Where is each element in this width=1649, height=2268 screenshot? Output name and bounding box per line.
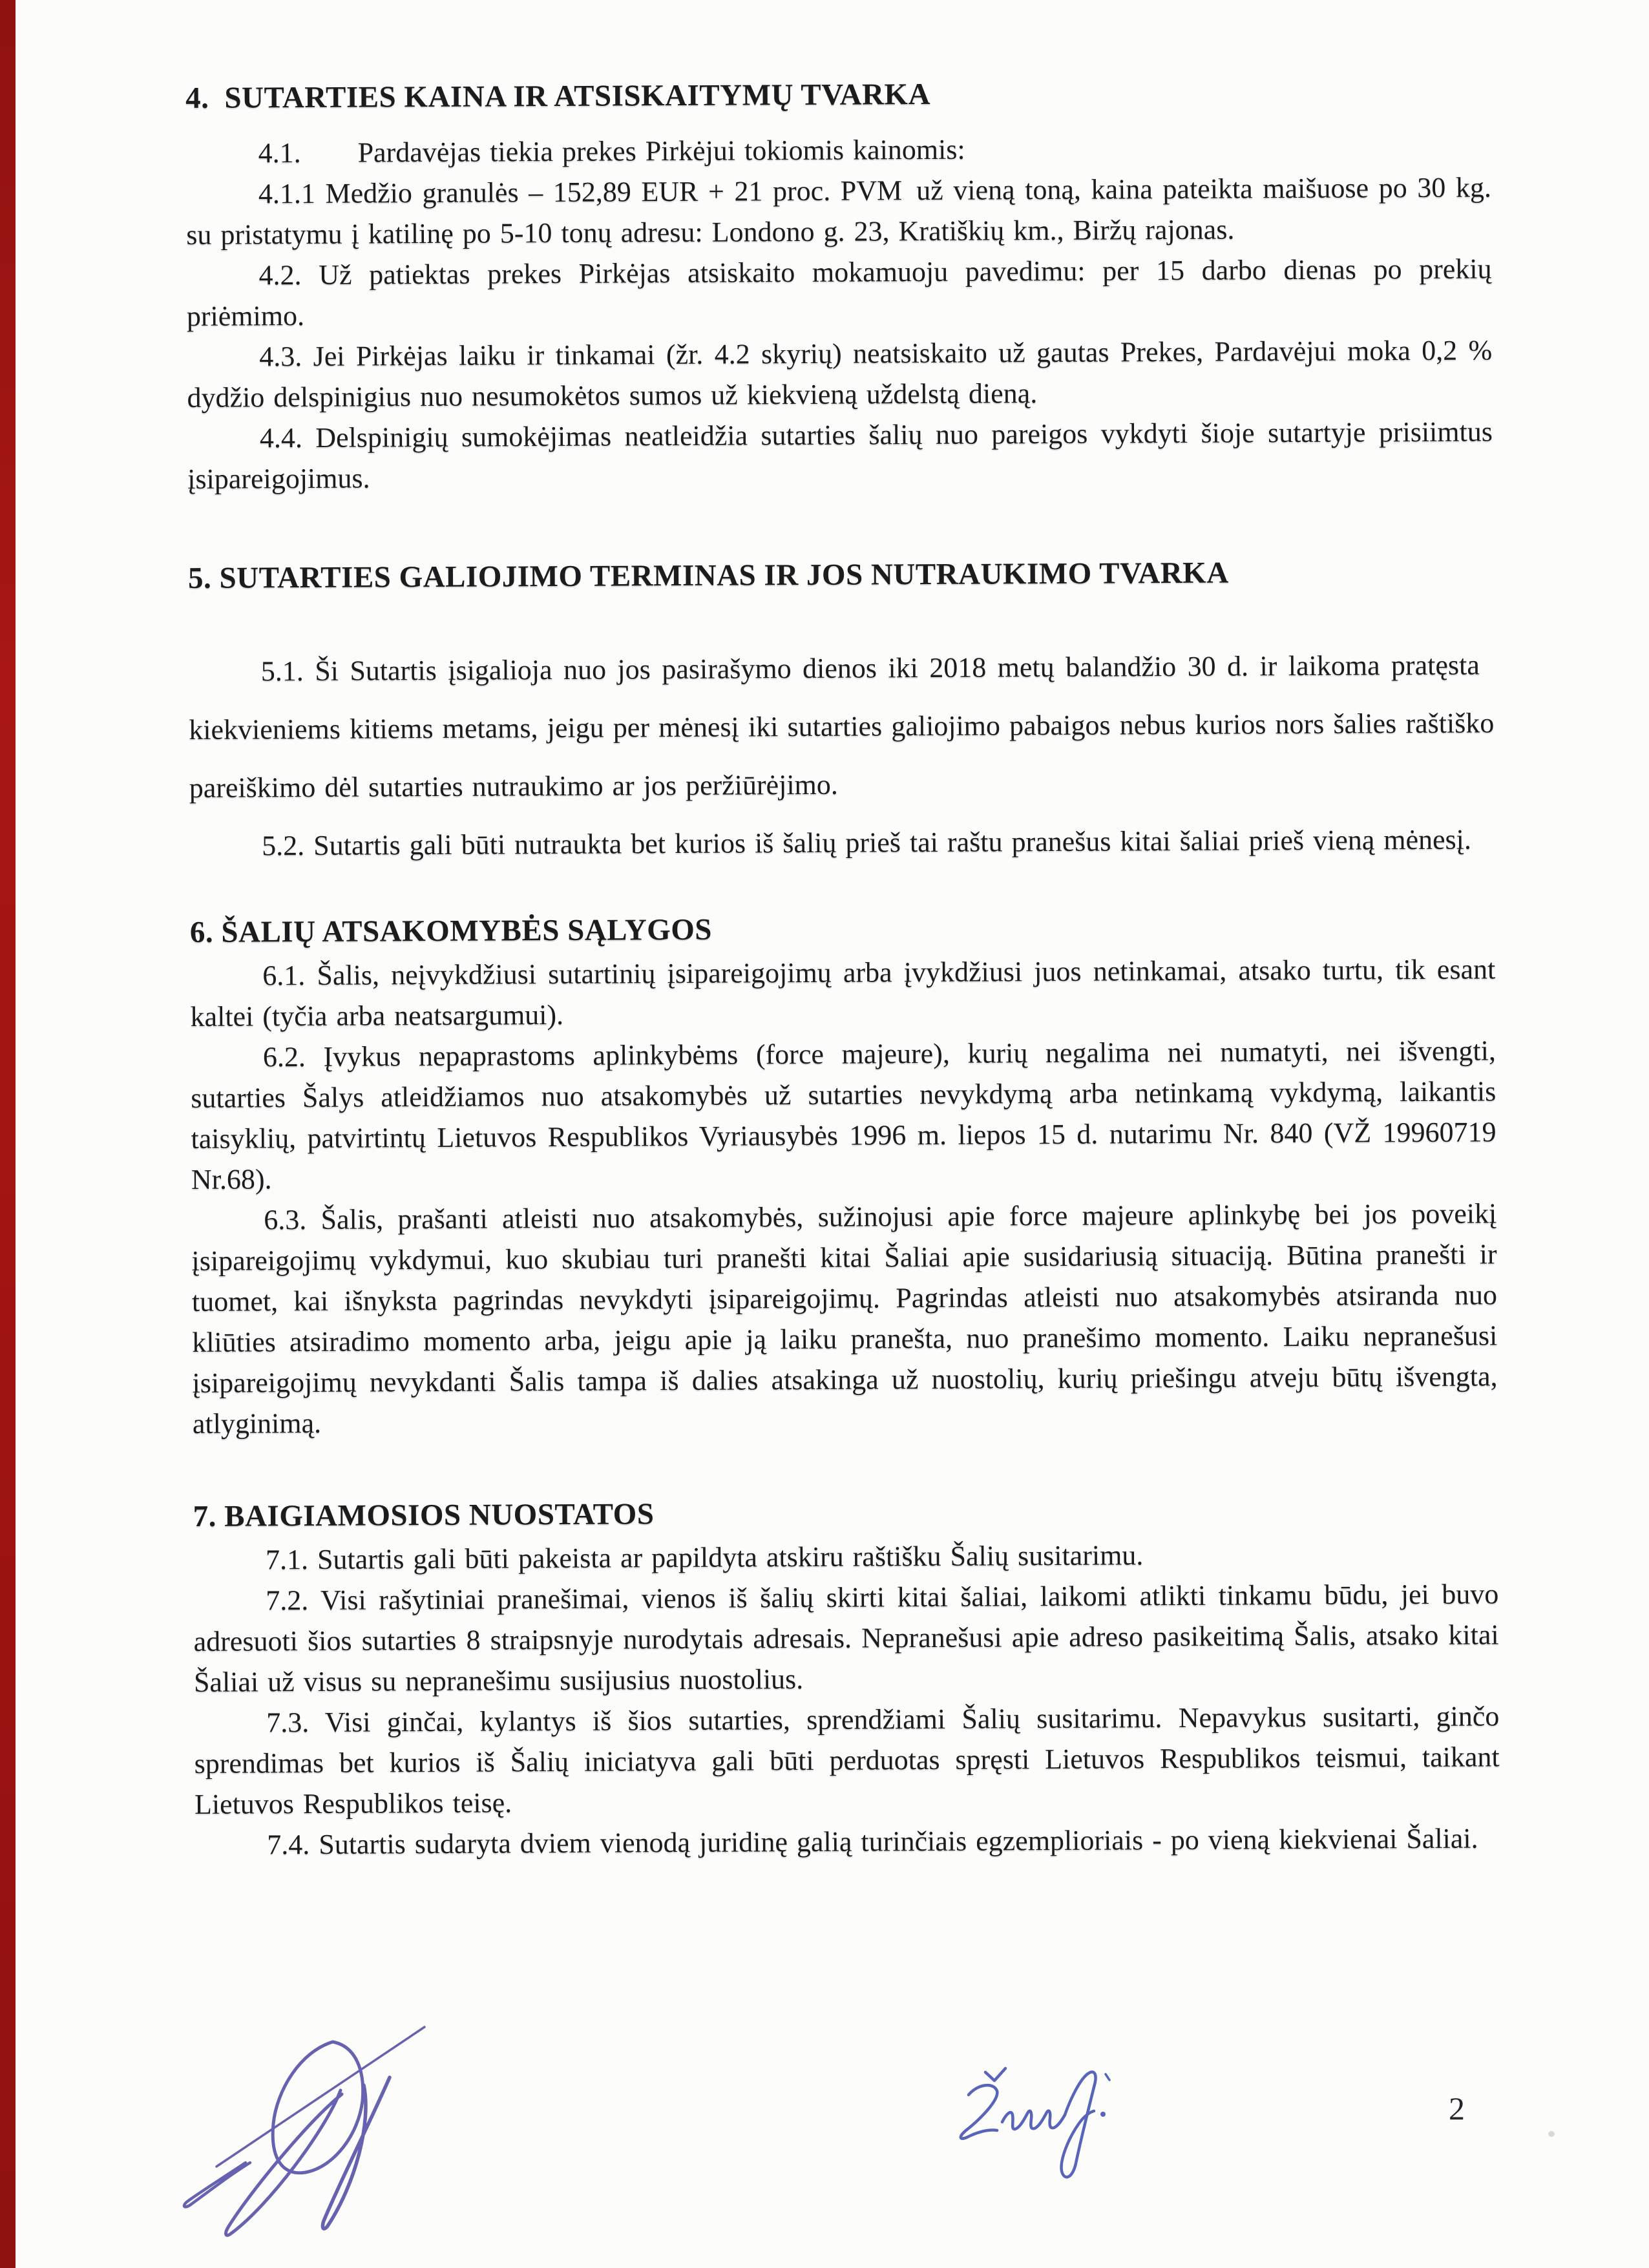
section-7-heading: 7. BAIGIAMOSIOS NUOSTATOS — [193, 1497, 655, 1533]
clause-4-1: 4.1. Pardavėjas tiekia prekes Pirkėjui tokiomis kainomis: — [258, 133, 965, 169]
section-6 — [189, 905, 1507, 1444]
scan-speck — [1548, 2131, 1555, 2137]
document-body — [185, 70, 1509, 1865]
section-5 — [187, 551, 1504, 876]
scan-edge-artifact — [0, 0, 16, 2268]
clause-5-2: 5.2. Sutartis gali būti nutraukta bet kurios iš šalių prieš tai raštu pranešus kitai šaliai prieš vieną mėnesį. — [262, 823, 1472, 862]
section-4-heading: 4. SUTARTIES KAINA IR ATSISKAITYMŲ TVARKA — [185, 77, 931, 115]
clause-7-1: 7.1. Sutartis gali būti pakeista ar papildyta atskiru raštišku Šalių susitarimu. — [265, 1539, 1144, 1576]
clause-5-1: 5.1. Ši Sutartis įsigalioja nuo jos pasirašymo dienos iki 2018 metų balandžio 30 d. ir laikoma pratęsta kiekvieniems kitiems metams, jeigu per mėnesį iki sutarties galiojimo pabaigos nebus kurios nors šalies raštiško pareiškimo dėl sutarties nutraukimo ar jos peržiūrėjimo. — [189, 649, 1504, 804]
clause-6-2: 6.2. Įvykus nepaprastoms aplinkybėms (force majeure), kurių negalima nei numatyti, nei išvengti, sutarties Šalys atleidžiamos nuo atsakomybės už sutarties nevykdymą arba netinkamą vykdymą, laikantis taisyklių, patvirtintų Lietuvos Respublikos Vyriausybės 1996 m. liepos 15 d. nutarimu Nr. 840 (VŽ 19960719 Nr.68). — [191, 1034, 1506, 1195]
clause-4-3: 4.3. Jei Pirkėjas laiku ir tinkamai (žr. 4.2 skyrių) neatsiskaito už gautas Prekes, Pardavėjui moka 0,2 % dydžio delspinigius nuo nesumokėtos sumos už kiekvieną uždelstą dieną. — [187, 334, 1502, 414]
handwritten-signature-left — [171, 2026, 443, 2249]
signature-left-strokes — [184, 2027, 425, 2235]
clause-7-3: 7.3. Visi ginčai, kylantys iš šios sutarties, sprendžiami Šalių susitarimu. Nepavykus susitarti, ginčo sprendimas bet kurios iš Šalių iniciatyva gali būti perduotas spręsti Lietuvos Respublikos teismui, taikant Lietuvos Respublikos teisę. — [194, 1700, 1509, 1820]
section-5-heading: 5. SUTARTIES GALIOJIMO TERMINAS IR JOS NUTRAUKIMO TVARKA — [187, 556, 1229, 595]
section-4 — [185, 70, 1502, 499]
clause-6-1: 6.1. Šalis, neįvykdžiusi sutartinių įsipareigojimų arba įvykdžiusi juos netinkamai, atsako turtu, tik esant kaltei (tyčia arba neatsargumui). — [190, 953, 1505, 1033]
section-7 — [193, 1489, 1509, 1865]
clause-4-1-1: 4.1.1 Medžio granulės – 152,89 EUR + 21 proc. PVM už vieną toną, kaina pateikta maišuose po 30 kg. su pristatymu į katilinę po 5-10 tonų adresu: Londono g. 23, Kratiškių km., Biržų rajonas. — [186, 171, 1501, 251]
clause-4-4: 4.4. Delspinigių sumokėjimas neatleidžia sutarties šalių nuo pareigos vykdyti šioje sutartyje prisiimtus įsipareigojimus. — [187, 415, 1502, 495]
signature-right-strokes — [961, 2068, 1109, 2177]
clause-7-2: 7.2. Visi rašytiniai pranešimai, vienos iš šalių skirti kitai šaliai, laikomi atlikti tinkamu būdu, jei buvo adresuoti šios sutarties 8 straipsnyje nurodytais adresais. Nepranešusi apie adreso pasikeitimą Šalis, atsako kitai Šaliai už visus su nepranešimu susijusius nuostolius. — [193, 1578, 1508, 1698]
clause-7-4: 7.4. Sutartis sudaryta dviem vienodą juridinę galią turinčiais egzemplioriais - po vieną kiekvienai Šaliai. — [267, 1822, 1478, 1861]
section-6-heading: 6. ŠALIŲ ATSAKOMYBĖS SĄLYGOS — [189, 912, 713, 949]
page-number: 2 — [1449, 2090, 1465, 2126]
clause-6-3: 6.3. Šalis, prašanti atleisti nuo atsakomybės, sužinojusi apie force majeure aplinkybę bei jos poveikį įsipareigojimų vykdymui, kuo skubiau turi pranešti kitai Šaliai apie susidariusią situaciją. Būtina pranešti ir tuomet, kai išnyksta pagrindas nevykdyti įsipareigojimų. Pagrindas atleisti nuo atsakomybės atsiranda nuo kliūties atsiradimo momento arba, jeigu apie ją laiku pranešta, nuo pranešimo momento. Laiku nepranešusi įsipareigojimų nevykdanti Šalis tampa iš dalies atsakinga už nuostolių, kurių priešingu atveju būtų išvengta, atlyginimą. — [191, 1197, 1507, 1440]
clause-4-2: 4.2. Už patiektas prekes Pirkėjas atsiskaito mokamuoju pavedimu: per 15 darbo dienas po prekių priėmimo. — [186, 253, 1501, 332]
handwritten-signature-right — [940, 2063, 1134, 2192]
